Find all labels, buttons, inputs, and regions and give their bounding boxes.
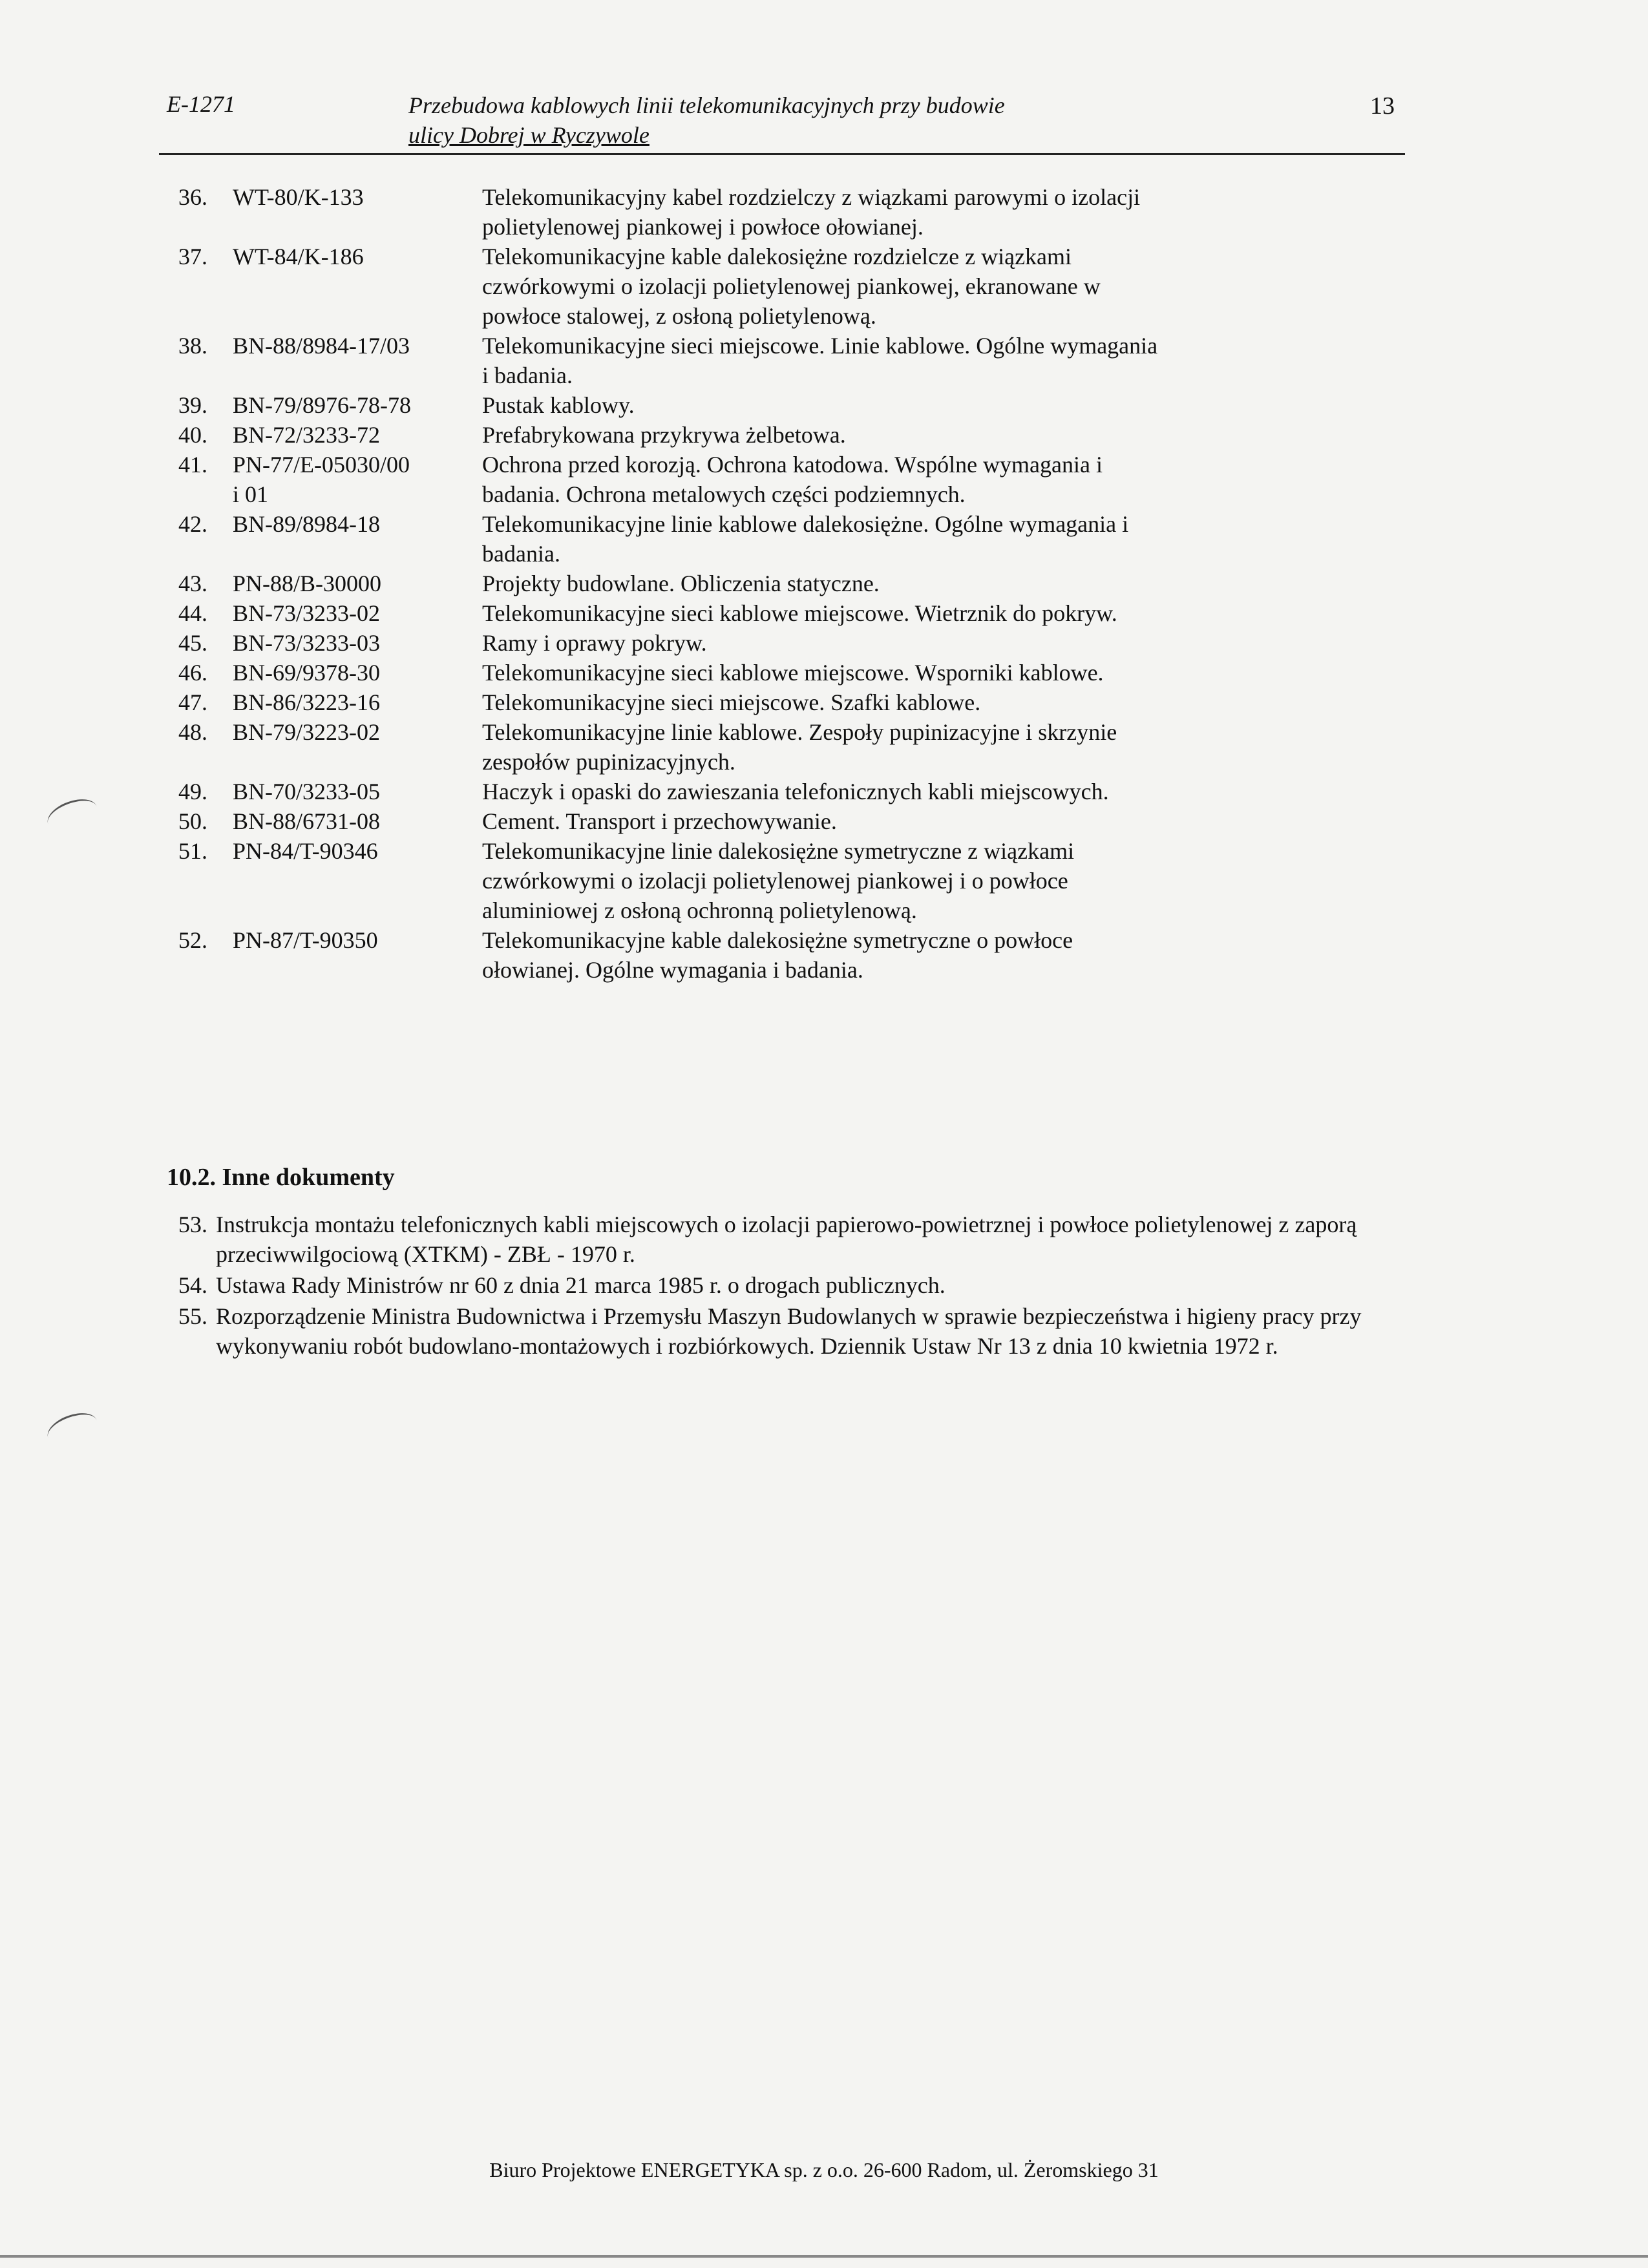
standard-number: 41. — [178, 452, 207, 478]
document-item-text: Ustawa Rady Ministrów nr 60 z dnia 21 marca 1985 r. o drogach publicznych. — [216, 1272, 945, 1298]
standard-code: BN-70/3233-05 — [233, 779, 380, 804]
standard-row — [178, 569, 1212, 598]
standard-description: Telekomunikacyjne linie dalekosiężne symetryczne z wiązkami czwórkowymi o izolacji polietylenowej piankowej i o powłoce aluminiowej z osłoną ochronną polietylenową. — [482, 838, 1075, 923]
standard-row — [178, 331, 1212, 390]
standard-code: PN-77/E-05030/00 i 01 — [233, 452, 410, 507]
standard-description: Telekomunikacyjne kable dalekosiężne rozdzielcze z wiązkami czwórkowymi o izolacji polietylenowej piankowej, ekranowane w powłoce stalowej, z osłoną polietylenową. — [482, 244, 1101, 329]
standard-description: Pustak kablowy. — [482, 392, 635, 418]
scan-edge — [0, 2255, 1648, 2258]
standard-code: WT-80/K-133 — [233, 184, 364, 210]
standard-row — [178, 628, 1212, 658]
standard-code: PN-87/T-90350 — [233, 927, 378, 953]
punch-hole-mark — [43, 793, 101, 837]
standard-row — [178, 420, 1212, 450]
standard-number: 39. — [178, 392, 207, 418]
standard-code: PN-88/B-30000 — [233, 571, 382, 596]
footer: Biuro Projektowe ENERGETYKA sp. z o.o. 26-600 Radom, ul. Żeromskiego 31 — [489, 2158, 1159, 2181]
standard-number: 44. — [178, 600, 207, 626]
standard-description: Projekty budowlane. Obliczenia statyczne. — [482, 571, 880, 596]
standard-row — [178, 390, 1212, 420]
document-item — [178, 1270, 1464, 1300]
standard-number: 48. — [178, 719, 207, 745]
standard-number: 45. — [178, 630, 207, 656]
other-documents-list — [178, 1210, 1464, 1362]
document-item-text: Instrukcja montażu telefonicznych kabli miejscowych o izolacji papierowo-powietrznej i powłoce polietylenowej z zaporą przeciwwilgociową (XTKM) - ZBŁ - 1970 r. — [216, 1212, 1357, 1267]
document-item-number: 53. — [178, 1212, 207, 1237]
standard-number: 50. — [178, 808, 207, 834]
standard-number: 46. — [178, 660, 207, 686]
standard-row — [178, 509, 1212, 569]
standards-list — [178, 182, 1212, 985]
standard-code: BN-86/3223-16 — [233, 689, 380, 715]
standard-description: Ochrona przed korozją. Ochrona katodowa. Wspólne wymagania i badania. Ochrona metalowych części podziemnych. — [482, 452, 1103, 507]
standard-code: BN-79/3223-02 — [233, 719, 380, 745]
standard-description: Telekomunikacyjne kable dalekosiężne symetryczne o powłoce ołowianej. Ogólne wymagania i badania. — [482, 927, 1073, 983]
standard-row — [178, 836, 1212, 925]
standard-number: 52. — [178, 927, 207, 953]
standard-code: PN-84/T-90346 — [233, 838, 378, 864]
document-title-line2: ulicy Dobrej w Ryczywole — [408, 122, 650, 148]
standard-row — [178, 717, 1212, 777]
standard-description: Prefabrykowana przykrywa żelbetowa. — [482, 422, 846, 448]
standard-description: Telekomunikacyjne linie kablowe. Zespoły pupinizacyjne i skrzynie zespołów pupinizacyjnych. — [482, 719, 1117, 775]
standard-description: Telekomunikacyjny kabel rozdzielczy z wiązkami parowymi o izolacji polietylenowej piankowej i powłoce ołowianej. — [482, 184, 1141, 240]
standard-description: Telekomunikacyjne linie kablowe dalekosiężne. Ogólne wymagania i badania. — [482, 511, 1129, 567]
standard-description: Ramy i oprawy pokryw. — [482, 630, 707, 656]
standard-description: Telekomunikacyjne sieci kablowe miejscowe. Wietrznik do pokryw. — [482, 600, 1117, 626]
standard-code: BN-73/3233-03 — [233, 630, 380, 656]
standard-code: BN-79/8976-78-78 — [233, 392, 411, 418]
standard-row — [178, 598, 1212, 628]
standard-code: BN-72/3233-72 — [233, 422, 380, 448]
document-item-number: 55. — [178, 1303, 207, 1329]
standard-description: Telekomunikacyjne sieci kablowe miejscowe. Wsporniki kablowe. — [482, 660, 1104, 686]
document-title — [408, 90, 1005, 150]
standard-row — [178, 925, 1212, 985]
page-number: 13 — [1370, 92, 1395, 120]
standard-number: 37. — [178, 244, 207, 269]
document-item — [178, 1210, 1464, 1269]
standard-row — [178, 450, 1212, 509]
document-code: E-1271 — [167, 91, 235, 117]
standard-row — [178, 777, 1212, 806]
standard-row — [178, 658, 1212, 688]
header-divider — [159, 153, 1405, 155]
standard-number: 36. — [178, 184, 207, 210]
standard-code: BN-88/8984-17/03 — [233, 333, 410, 359]
standard-code: BN-73/3233-02 — [233, 600, 380, 626]
standard-description: Haczyk i opaski do zawieszania telefonicznych kabli miejscowych. — [482, 779, 1109, 804]
standard-description: Cement. Transport i przechowywanie. — [482, 808, 837, 834]
standard-code: WT-84/K-186 — [233, 244, 364, 269]
standard-number: 38. — [178, 333, 207, 359]
standard-number: 49. — [178, 779, 207, 804]
document-item — [178, 1301, 1464, 1361]
standard-code: BN-88/6731-08 — [233, 808, 380, 834]
standard-number: 43. — [178, 571, 207, 596]
document-item-number: 54. — [178, 1272, 207, 1298]
standard-number: 42. — [178, 511, 207, 537]
section-title: 10.2. Inne dokumenty — [167, 1164, 395, 1191]
standard-row — [178, 806, 1212, 836]
standard-code: BN-89/8984-18 — [233, 511, 380, 537]
standard-code: BN-69/9378-30 — [233, 660, 380, 686]
standard-row — [178, 688, 1212, 717]
standard-description: Telekomunikacyjne sieci miejscowe. Szafki kablowe. — [482, 689, 981, 715]
standard-number: 51. — [178, 838, 207, 864]
document-title-line1: Przebudowa kablowych linii telekomunikacyjnych przy budowie — [408, 92, 1005, 118]
document-item-text: Rozporządzenie Ministra Budownictwa i Przemysłu Maszyn Budowlanych w sprawie bezpieczeństwa i higieny pracy przy wykonywaniu robót budowlano-montażowych i rozbiórkowych. Dziennik Ustaw Nr 13 z dnia 10 kwietnia 1972 r. — [216, 1303, 1362, 1359]
standard-description: Telekomunikacyjne sieci miejscowe. Linie kablowe. Ogólne wymagania i badania. — [482, 333, 1158, 388]
standard-number: 40. — [178, 422, 207, 448]
standard-row — [178, 242, 1212, 331]
punch-hole-mark — [43, 1407, 101, 1451]
standard-number: 47. — [178, 689, 207, 715]
standard-row — [178, 182, 1212, 242]
